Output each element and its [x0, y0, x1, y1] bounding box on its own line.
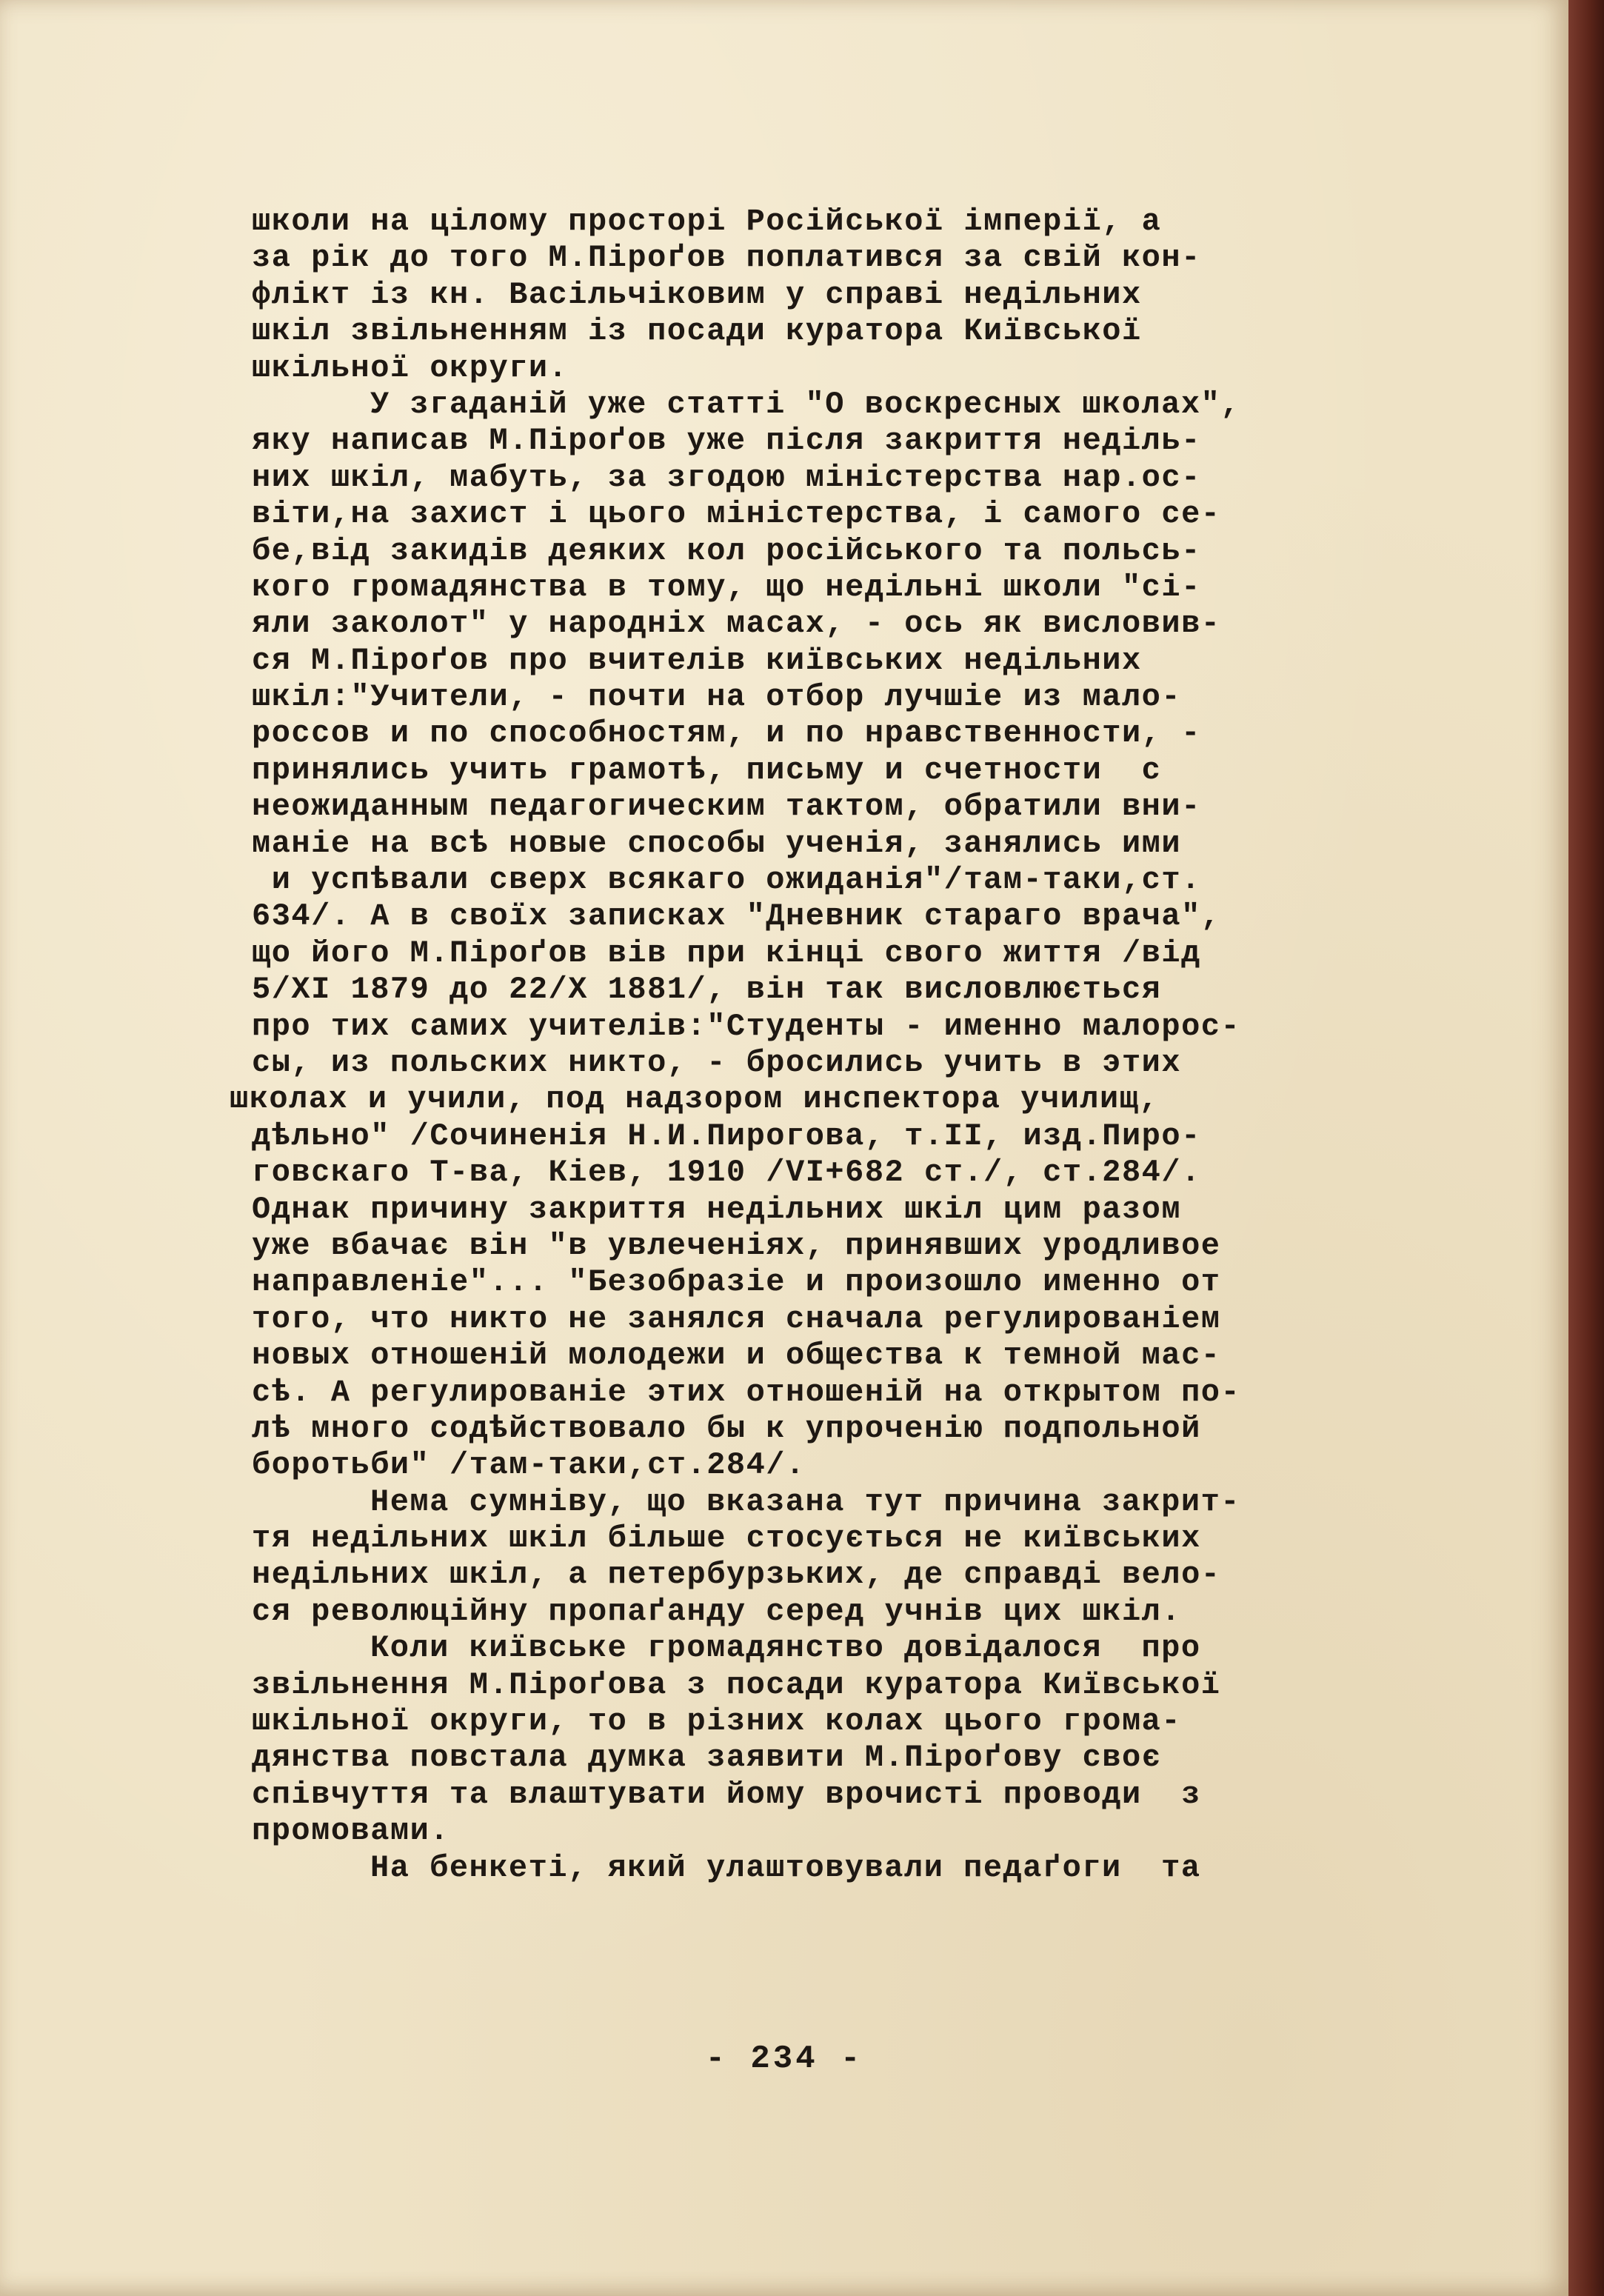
text-line: ся М.Піроґов про вчителів київських недільних	[252, 642, 1142, 678]
text-line: віти,на захист і цього міністерства, і самого се-	[252, 496, 1221, 533]
text-line: ся революційну пропаґанду серед учнів цих шкіл.	[252, 1593, 1182, 1629]
text-line: сы, из польских никто, - бросились учить в этих	[252, 1044, 1182, 1081]
text-line: бе,від закидів деяких кол російського та польсь-	[252, 533, 1201, 569]
text-line: Коли київське громадянство довідалося про	[370, 1630, 1201, 1666]
text-line: дянства повстала думка заявити М.Піроґову своє	[252, 1740, 1162, 1776]
text-line: сѣ. А регулированіе этих отношеній на открытом по-	[252, 1374, 1241, 1410]
text-line: маніе на всѣ новые способы ученія, занялись ими	[252, 825, 1182, 861]
text-line: боротьби" /там-таки,ст.284/.	[252, 1447, 806, 1484]
text-line: них шкіл, мабуть, за згодою міністерства нар.ос-	[252, 459, 1201, 495]
text-line: того, что никто не занялся сначала регулированіем	[252, 1301, 1221, 1337]
text-line: промовами.	[252, 1813, 450, 1849]
text-line: шкіл:"Учители, - почти на отбор лучшіе из мало-	[252, 679, 1182, 715]
text-line: Однак причину закриття недільних шкіл цим разом	[252, 1191, 1182, 1227]
text-line: шкільної округи, то в різних колах цього грома-	[252, 1703, 1182, 1740]
text-line: направленіе"... "Безобразіе и произошло именно от	[252, 1264, 1221, 1301]
text-line: тя недільних шкіл більше стосується не київських	[252, 1521, 1201, 1557]
text-line: 5/XI 1879 до 22/X 1881/, він так висловлюється	[252, 972, 1162, 1008]
page-number: - 234 -	[705, 2040, 863, 2078]
text-line: На бенкеті, який улаштовували педаґоги та	[370, 1849, 1201, 1886]
text-line: 634/. А в своїх записках "Дневник стараго врача",	[252, 898, 1221, 935]
text-line: россов и по способностям, и по нравственности, -	[252, 715, 1201, 752]
text-line: кого громадянства в тому, що недільні школи "сі-	[252, 569, 1201, 605]
text-line: неожиданным педагогическим тактом, обратили вни-	[252, 789, 1201, 825]
text-line: недільних шкіл, а петербурзьких, де справді вело-	[252, 1557, 1221, 1593]
text-line: принялись учить грамотѣ, письму и счетности с	[252, 752, 1162, 788]
text-line: У згаданій уже статті "О воскресных школах",	[370, 386, 1240, 422]
text-line: флікт із кн. Васільчіковим у справі недільних	[252, 276, 1142, 313]
text-line: школах и учили, под надзором инспектора училищ,	[230, 1081, 1160, 1118]
text-line: говскаго Т-ва, Кіев, 1910 /VI+682 ст./, ст.284/.	[252, 1155, 1201, 1191]
text-line: лѣ много содѣйствовало бы к упроченію подпольной	[252, 1410, 1201, 1446]
text-line: школи на цілому просторі Російської імперії, а	[252, 204, 1162, 239]
text-line: новых отношеній молодежи и общества к темной мас-	[252, 1338, 1221, 1374]
text-line: дѣльно" /Сочиненія Н.И.Пирогова, т.II, изд.Пиро-	[252, 1118, 1201, 1154]
text-line: шкільної округи.	[252, 350, 569, 386]
book-spine-edge	[1568, 0, 1604, 2296]
text-line: звільнення М.Піроґова з посади куратора Київської	[252, 1666, 1221, 1703]
text-line: шкіл звільненням із посади куратора Київської	[252, 313, 1142, 350]
text-line: и успѣвали сверх всякаго ожиданія"/там-таки,ст.	[252, 862, 1201, 898]
body-text	[230, 204, 1496, 1886]
text-line: Нема сумніву, що вказана тут причина закрит-	[370, 1484, 1240, 1520]
text-line: про тих самих учителів:"Студенты - именно малорос-	[252, 1008, 1241, 1044]
text-line: яли заколот" у народніх масах, - ось як висловив-	[252, 606, 1221, 642]
text-line: що його М.Піроґов вів при кінці свого життя /від	[252, 935, 1201, 971]
text-line: яку написав М.Піроґов уже після закриття неділь-	[252, 423, 1201, 459]
text-line: за рік до того М.Піроґов поплатився за свій кон-	[252, 240, 1201, 276]
text-line: уже вбачає він "в увлеченіях, принявших уродливое	[252, 1227, 1221, 1264]
text-line: співчуття та влаштувати йому врочисті проводи з	[252, 1776, 1201, 1812]
